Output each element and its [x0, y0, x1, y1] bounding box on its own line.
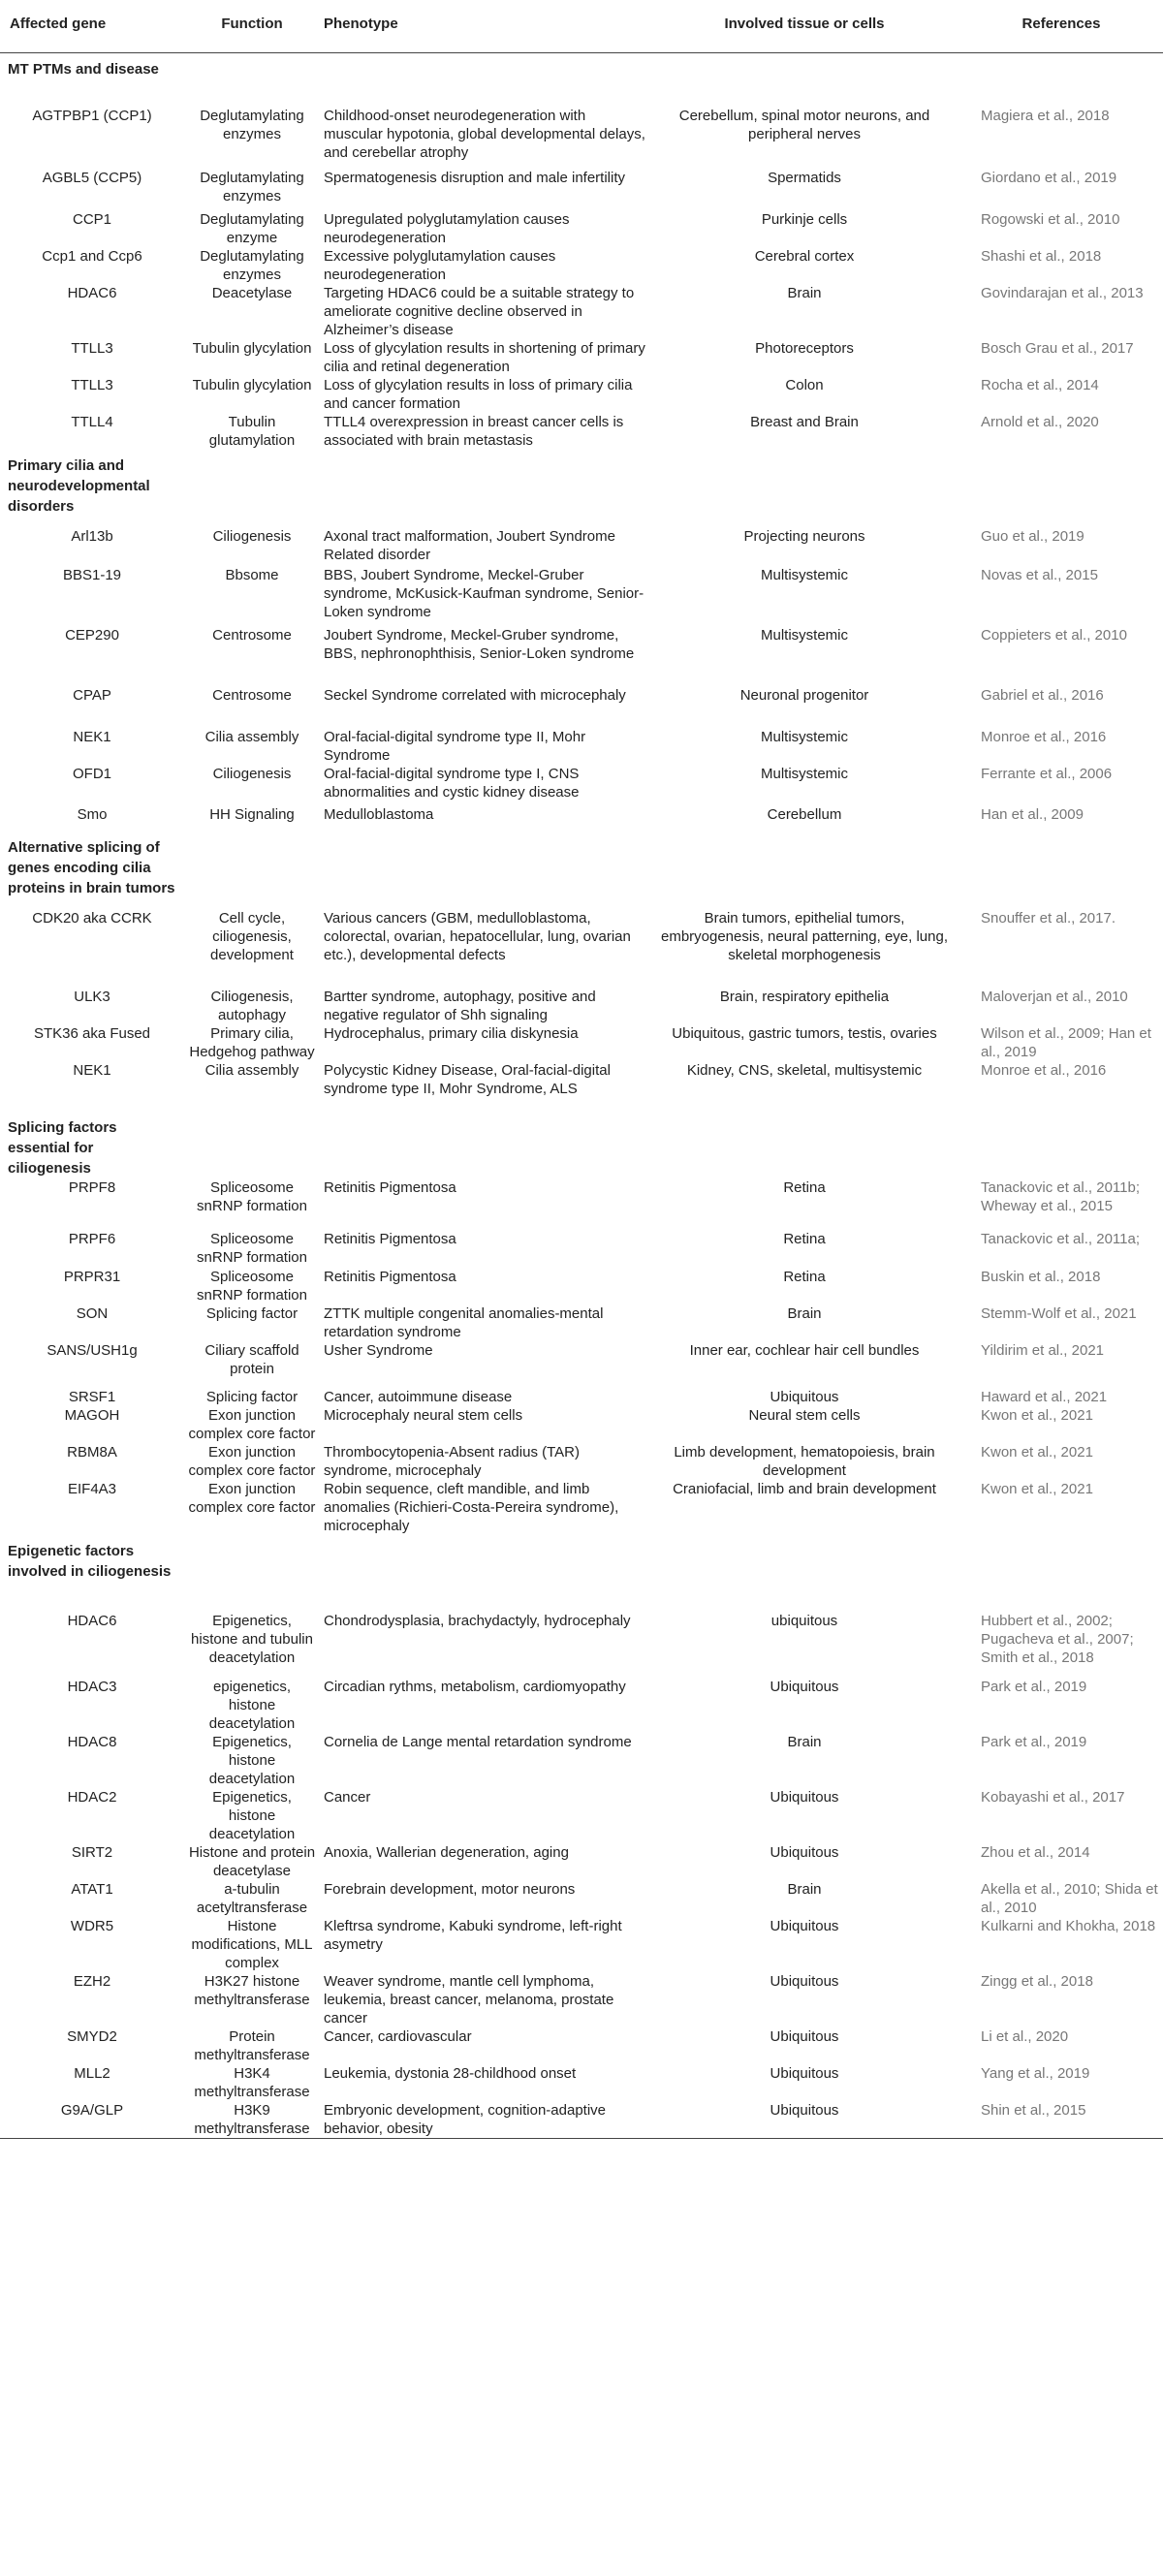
function-cell: Deglutamylating enzymes [200, 248, 304, 283]
section-header-row [0, 450, 1163, 527]
function-cell: Deglutamylating enzymes [200, 170, 304, 204]
gene-cell: HDAC6 [67, 285, 117, 301]
table-row [0, 1388, 1163, 1406]
references-cell: Maloverjan et al., 2010 [981, 989, 1128, 1005]
phenotype-cell: Spermatogenesis disruption and male infertility [324, 170, 625, 186]
references-cell: Kwon et al., 2021 [981, 1444, 1093, 1461]
gene-cell: CDK20 aka CCRK [32, 910, 152, 927]
phenotype-cell: Cancer, autoimmune disease [324, 1389, 513, 1405]
references-cell: Rocha et al., 2014 [981, 377, 1099, 393]
function-cell: Deglutamylating enzymes [200, 108, 304, 142]
references-cell: Zingg et al., 2018 [981, 1973, 1093, 1990]
references-cell: Monroe et al., 2016 [981, 1062, 1107, 1079]
references-cell: Tanackovic et al., 2011a; [981, 1231, 1140, 1247]
tissue-cell: Spermatids [768, 170, 841, 186]
function-cell: Spliceosome snRNP formation [197, 1269, 307, 1304]
gene-cell: MAGOH [64, 1407, 120, 1424]
gene-cell: CPAP [73, 687, 111, 704]
table-row [0, 284, 1163, 339]
function-cell: Tubulin glycylation [192, 377, 312, 393]
tissue-cell: Neuronal progenitor [739, 687, 869, 704]
function-cell: Centrosome [212, 627, 292, 644]
gene-cell: CCP1 [72, 211, 111, 228]
empty-cell [649, 450, 959, 527]
function-cell: Exon junction complex core factor [188, 1407, 316, 1442]
phenotype-cell: TTLL4 overexpression in breast cancer cells is associated with brain metastasis [324, 414, 624, 449]
section-header-row [0, 1535, 1163, 1612]
references-cell: Giordano et al., 2019 [981, 170, 1117, 186]
phenotype-cell: Loss of glycylation results in loss of primary cilia and cancer formation [324, 377, 633, 412]
function-cell: Centrosome [212, 687, 292, 704]
tissue-cell: Retina [783, 1231, 826, 1247]
tissue-cell: Ubiquitous [770, 2065, 839, 2082]
gene-cell: TTLL3 [71, 340, 113, 357]
phenotype-cell: Oral-facial-digital syndrome type I, CNS abnormalities and cystic kidney disease [324, 766, 580, 801]
table-row [0, 805, 1163, 832]
references-cell: Stemm-Wolf et al., 2021 [981, 1305, 1137, 1322]
function-cell: Tubulin glutamylation [208, 414, 296, 449]
tissue-cell: Limb development, hematopoiesis, brain development [674, 1444, 935, 1479]
table-row [0, 1678, 1163, 1733]
header-references: References [959, 0, 1163, 52]
phenotype-cell: ZTTK multiple congenital anomalies-mental retardation syndrome [324, 1305, 604, 1340]
section-title: Epigenetic factors involved in ciliogenesis [8, 1543, 172, 1580]
table-row [0, 566, 1163, 626]
tissue-cell: Brain [787, 1881, 822, 1898]
references-cell: Bosch Grau et al., 2017 [981, 340, 1134, 357]
table-row [0, 169, 1163, 210]
phenotype-cell: Joubert Syndrome, Meckel-Gruber syndrome, BBS, nephronophthisis, Senior-Loken syndrome [324, 627, 635, 662]
table-row [0, 2064, 1163, 2101]
tissue-cell: Retina [783, 1269, 826, 1285]
section-header-row [0, 52, 1163, 107]
table-row [0, 909, 1163, 988]
gene-cell: CEP290 [65, 627, 119, 644]
table-row [0, 2101, 1163, 2139]
gene-cell: SANS/USH1g [47, 1342, 138, 1359]
gene-cell: G9A/GLP [0, 2101, 184, 2139]
gene-cell: ULK3 [74, 989, 110, 1005]
gene-cell: EZH2 [73, 1973, 111, 1990]
function-cell: Cell cycle, ciliogenesis, development [210, 910, 294, 963]
section-header-row [0, 1112, 1163, 1178]
function-cell: Primary cilia, Hedgehog pathway [189, 1025, 315, 1060]
tissue-cell: Ubiquitous [649, 2101, 959, 2139]
table-row [0, 1406, 1163, 1443]
gene-cell: PRPR31 [63, 1269, 121, 1285]
empty-cell [959, 1535, 1163, 1612]
empty-cell [184, 1112, 320, 1178]
references-cell: Kwon et al., 2021 [981, 1407, 1093, 1424]
references-cell: Novas et al., 2015 [981, 567, 1098, 583]
function-cell: Epigenetics, histone and tubulin deacetylation [191, 1613, 313, 1666]
empty-cell [184, 832, 320, 909]
references-cell: Gabriel et al., 2016 [981, 687, 1104, 704]
empty-cell [649, 1112, 959, 1178]
phenotype-cell: Cornelia de Lange mental retardation syndrome [324, 1734, 632, 1750]
tissue-cell: Ubiquitous, gastric tumors, testis, ovaries [672, 1025, 937, 1042]
function-cell: Cilia assembly [204, 1062, 299, 1079]
table-row [0, 107, 1163, 169]
tissue-cell: Ubiquitous [770, 1973, 839, 1990]
table-row [0, 1178, 1163, 1230]
function-cell: Protein methyltransferase [194, 2028, 310, 2063]
phenotype-cell: Oral-facial-digital syndrome type II, Mohr Syndrome [324, 729, 586, 764]
table-row [0, 1304, 1163, 1341]
table-row [0, 1024, 1163, 1061]
tissue-cell: Ubiquitous [770, 1918, 839, 1934]
table-row [0, 1230, 1163, 1268]
references-cell: Kobayashi et al., 2017 [981, 1789, 1125, 1806]
header-phenotype: Phenotype [320, 0, 649, 52]
phenotype-cell: Retinitis Pigmentosa [324, 1269, 456, 1285]
references-cell: Coppieters et al., 2010 [981, 627, 1127, 644]
tissue-cell: Ubiquitous [770, 2028, 839, 2045]
table-row [0, 1733, 1163, 1788]
references-cell: Shin et al., 2015 [959, 2101, 1163, 2139]
gene-cell: HDAC8 [67, 1734, 117, 1750]
tissue-cell: Multisystemic [760, 729, 848, 745]
table-row [0, 210, 1163, 247]
tissue-cell: Multisystemic [760, 766, 848, 782]
table-row [0, 728, 1163, 765]
gene-cell: SMYD2 [67, 2028, 117, 2045]
function-cell: Tubulin glycylation [192, 340, 312, 357]
empty-cell [959, 1112, 1163, 1178]
table-row [0, 1917, 1163, 1972]
gene-cell: STK36 aka Fused [33, 1025, 151, 1042]
tissue-cell: Cerebral cortex [754, 248, 855, 265]
tissue-cell: Neural stem cells [748, 1407, 861, 1424]
tissue-cell: Multisystemic [760, 567, 848, 583]
section-title: Primary cilia and neurodevelopmental disorders [8, 457, 150, 515]
empty-cell [320, 1535, 649, 1612]
tissue-cell: Ubiquitous [770, 1679, 839, 1695]
phenotype-cell: Thrombocytopenia-Absent radius (TAR) syndrome, microcephaly [324, 1444, 580, 1479]
empty-cell [320, 1112, 649, 1178]
gene-cell: HDAC2 [67, 1789, 117, 1806]
table-row [0, 1341, 1163, 1388]
table-row [0, 1268, 1163, 1304]
references-cell: Magiera et al., 2018 [981, 108, 1110, 124]
references-cell: Shashi et al., 2018 [981, 248, 1102, 265]
tissue-cell: Colon [785, 377, 824, 393]
empty-cell [320, 52, 649, 107]
gene-cell: NEK1 [73, 729, 111, 745]
function-cell: Cilia assembly [204, 729, 299, 745]
tissue-cell: Ubiquitous [770, 1844, 839, 1861]
table-row [0, 1480, 1163, 1535]
gene-cell: Arl13b [71, 528, 113, 545]
tissue-cell: Cerebellum [767, 806, 842, 823]
tissue-cell: Retina [783, 1179, 826, 1196]
section-title: MT PTMs and disease [8, 60, 159, 78]
function-cell: Histone modifications, MLL complex [191, 1918, 313, 1971]
phenotype-cell: Kleftrsa syndrome, Kabuki syndrome, left-right asymetry [324, 1918, 622, 1953]
gene-cell: BBS1-19 [62, 567, 122, 583]
references-cell: Buskin et al., 2018 [981, 1269, 1101, 1285]
gene-cell: AGBL5 (CCP5) [42, 170, 142, 186]
references-cell: Tanackovic et al., 2011b; Wheway et al., 2015 [981, 1179, 1140, 1214]
table-row [0, 626, 1163, 686]
table-row [0, 527, 1163, 566]
phenotype-cell: Targeting HDAC6 could be a suitable strategy to ameliorate cognitive decline observed in Alzheimer’s disease [324, 285, 635, 338]
gene-cell: SON [76, 1305, 109, 1322]
tissue-cell: Brain [787, 285, 822, 301]
tissue-cell: Projecting neurons [743, 528, 865, 545]
gene-cell: Ccp1 and Ccp6 [42, 248, 142, 265]
function-cell: epigenetics, histone deacetylation [208, 1679, 296, 1732]
references-cell: Akella et al., 2010; Shida et al., 2010 [981, 1881, 1158, 1916]
references-cell: Kulkarni and Khokha, 2018 [981, 1918, 1156, 1934]
section-header-row [0, 832, 1163, 909]
phenotype-cell: Robin sequence, cleft mandible, and limb anomalies (Richieri-Costa-Pereira syndrome), microcephaly [324, 1481, 619, 1534]
references-cell: Yildirim et al., 2021 [981, 1342, 1105, 1359]
tissue-cell: ubiquitous [770, 1613, 838, 1629]
table-row [0, 686, 1163, 728]
function-cell: a-tubulin acetyltransferase [196, 1881, 308, 1916]
function-cell: Ciliary scaffold protein [204, 1342, 299, 1377]
tissue-cell: Cerebellum, spinal motor neurons, and peripheral nerves [678, 108, 930, 142]
table-row [0, 1972, 1163, 2027]
function-cell: Histone and protein deacetylase [188, 1844, 316, 1879]
tissue-cell: Brain tumors, epithelial tumors, embryogenesis, neural patterning, eye, lung, skeletal morphogenesis [660, 910, 948, 963]
function-cell: Deacetylase [211, 285, 293, 301]
tissue-cell: Breast and Brain [750, 414, 859, 430]
references-cell: Li et al., 2020 [981, 2028, 1069, 2045]
function-cell: Exon junction complex core factor [188, 1444, 316, 1479]
function-cell: Ciliogenesis, autophagy [210, 989, 294, 1023]
table-header-row [0, 0, 1163, 52]
phenotype-cell: Childhood-onset neurodegeneration with muscular hypotonia, global developmental delays, and cerebellar atrophy [324, 108, 645, 161]
phenotype-cell: BBS, Joubert Syndrome, Meckel-Gruber syndrome, McKusick-Kaufman syndrome, Senior-Loken syndrome [324, 567, 644, 620]
gene-cell: TTLL3 [71, 377, 113, 393]
section-title: Splicing factors essential for ciliogenesis [8, 1119, 117, 1177]
empty-cell [959, 450, 1163, 527]
phenotype-cell: Bartter syndrome, autophagy, positive and negative regulator of Shh signaling [324, 989, 596, 1023]
phenotype-cell: Anoxia, Wallerian degeneration, aging [324, 1844, 569, 1861]
references-cell: Yang et al., 2019 [981, 2065, 1090, 2082]
table-row [0, 1443, 1163, 1480]
function-cell: H3K4 methyltransferase [194, 2065, 310, 2100]
function-cell: Ciliogenesis [212, 766, 292, 782]
phenotype-cell: Cancer [324, 1789, 371, 1806]
gene-cell: AGTPBP1 (CCP1) [32, 108, 152, 124]
references-cell: Zhou et al., 2014 [981, 1844, 1090, 1861]
function-cell: HH Signaling [209, 806, 295, 823]
gene-cell: SRSF1 [68, 1389, 116, 1405]
references-cell: Guo et al., 2019 [981, 528, 1084, 545]
header-affected-gene: Affected gene [0, 0, 184, 52]
empty-cell [184, 52, 320, 107]
empty-cell [320, 450, 649, 527]
gene-cell: SIRT2 [71, 1844, 113, 1861]
empty-cell [649, 52, 959, 107]
tissue-cell: Brain [787, 1305, 822, 1322]
tissue-cell: Inner ear, cochlear hair cell bundles [689, 1342, 920, 1359]
table-row [0, 1061, 1163, 1112]
phenotype-cell: Polycystic Kidney Disease, Oral-facial-digital syndrome type II, Mohr Syndrome, ALS [324, 1062, 611, 1097]
table-row [0, 1612, 1163, 1678]
gene-cell: TTLL4 [71, 414, 113, 430]
phenotype-cell: Usher Syndrome [324, 1342, 433, 1359]
phenotype-cell: Circadian rythms, metabolism, cardiomyopathy [324, 1679, 626, 1695]
table-row [0, 2027, 1163, 2064]
references-cell: Rogowski et al., 2010 [981, 211, 1120, 228]
phenotype-cell: Chondrodysplasia, brachydactyly, hydrocephaly [324, 1613, 631, 1629]
gene-cell: MLL2 [74, 2065, 110, 2082]
gene-cell: OFD1 [72, 766, 111, 782]
tissue-cell: Ubiquitous [770, 1789, 839, 1806]
function-cell: Epigenetics, histone deacetylation [208, 1734, 296, 1787]
phenotype-cell: Retinitis Pigmentosa [324, 1179, 456, 1196]
phenotype-cell: Cancer, cardiovascular [324, 2028, 472, 2045]
phenotype-cell: Upregulated polyglutamylation causes neurodegeneration [324, 211, 570, 246]
references-cell: Snouffer et al., 2017. [981, 910, 1116, 927]
tissue-cell: Brain, respiratory epithelia [719, 989, 890, 1005]
table-row [0, 376, 1163, 413]
function-cell: H3K9 methyltransferase [184, 2101, 320, 2139]
function-cell: Deglutamylating enzyme [200, 211, 304, 246]
function-cell: Bbsome [225, 567, 279, 583]
phenotype-cell: Seckel Syndrome correlated with microcephaly [324, 687, 626, 704]
table-body [0, 52, 1163, 2139]
empty-cell [649, 832, 959, 909]
references-cell: Park et al., 2019 [981, 1734, 1087, 1750]
references-cell: Govindarajan et al., 2013 [981, 285, 1144, 301]
phenotype-cell: Forebrain development, motor neurons [324, 1881, 576, 1898]
tissue-cell: Ubiquitous [770, 1389, 839, 1405]
empty-cell [649, 1535, 959, 1612]
table-row [0, 1880, 1163, 1917]
header-function: Function [184, 0, 320, 52]
table-row [0, 339, 1163, 376]
references-cell: Kwon et al., 2021 [981, 1481, 1093, 1497]
tissue-cell: Multisystemic [760, 627, 848, 644]
references-cell: Monroe et al., 2016 [981, 729, 1107, 745]
tissue-cell: Brain [787, 1734, 822, 1750]
references-cell: Han et al., 2009 [981, 806, 1084, 823]
phenotype-cell: Hydrocephalus, primary cilia diskynesia [324, 1025, 579, 1042]
references-cell: Wilson et al., 2009; Han et al., 2019 [981, 1025, 1151, 1060]
gene-cell: PRPF6 [68, 1231, 116, 1247]
references-cell: Hubbert et al., 2002; Pugacheva et al., 2007; Smith et al., 2018 [981, 1613, 1134, 1666]
table-row [0, 1843, 1163, 1880]
references-cell: Arnold et al., 2020 [981, 414, 1099, 430]
phenotype-cell: Axonal tract malformation, Joubert Syndrome Related disorder [324, 528, 615, 563]
function-cell: Splicing factor [205, 1389, 299, 1405]
empty-cell [959, 832, 1163, 909]
phenotype-cell: Loss of glycylation results in shortening of primary cilia and retinal degeneration [324, 340, 645, 375]
empty-cell [959, 52, 1163, 107]
phenotype-cell: Embryonic development, cognition-adaptive behavior, obesity [320, 2101, 649, 2139]
phenotype-cell: Weaver syndrome, mantle cell lymphoma, leukemia, breast cancer, melanoma, prostate cancer [324, 1973, 614, 2026]
phenotype-cell: Retinitis Pigmentosa [324, 1231, 456, 1247]
section-title: Alternative splicing of genes encoding cilia proteins in brain tumors [8, 839, 175, 896]
function-cell: Spliceosome snRNP formation [197, 1179, 307, 1214]
function-cell: Spliceosome snRNP formation [197, 1231, 307, 1266]
gene-cell: EIF4A3 [67, 1481, 117, 1497]
gene-cell: HDAC6 [67, 1613, 117, 1629]
gene-cell: HDAC3 [67, 1679, 117, 1695]
function-cell: Epigenetics, histone deacetylation [208, 1789, 296, 1842]
gene-cell: ATAT1 [71, 1881, 113, 1898]
phenotype-cell: Leukemia, dystonia 28-childhood onset [324, 2065, 577, 2082]
references-cell: Haward et al., 2021 [981, 1389, 1108, 1405]
gene-cell: PRPF8 [68, 1179, 116, 1196]
gene-cell: NEK1 [73, 1062, 111, 1079]
header-involved-tissue: Involved tissue or cells [649, 0, 959, 52]
gene-cell: WDR5 [70, 1918, 114, 1934]
references-cell: Park et al., 2019 [981, 1679, 1087, 1695]
tissue-cell: Kidney, CNS, skeletal, multisystemic [686, 1062, 923, 1079]
table-row [0, 988, 1163, 1024]
phenotype-cell: Medulloblastoma [324, 806, 434, 823]
phenotype-cell: Microcephaly neural stem cells [324, 1407, 523, 1424]
table-row [0, 1788, 1163, 1843]
references-cell: Ferrante et al., 2006 [981, 766, 1113, 782]
empty-cell [184, 450, 320, 527]
gene-cell: RBM8A [67, 1444, 117, 1461]
empty-cell [184, 1535, 320, 1612]
table-row [0, 765, 1163, 805]
table-row [0, 247, 1163, 284]
tissue-cell: Photoreceptors [755, 340, 854, 357]
phenotype-cell: Excessive polyglutamylation causes neurodegeneration [324, 248, 556, 283]
gene-cell: Smo [77, 806, 108, 823]
function-cell: H3K27 histone methyltransferase [194, 1973, 310, 2008]
phenotype-cell: Various cancers (GBM, medulloblastoma, colorectal, ovarian, hepatocellular, lung, ovarian etc.), developmental defects [324, 910, 631, 963]
function-cell: Ciliogenesis [212, 528, 292, 545]
tissue-cell: Craniofacial, limb and brain development [673, 1481, 936, 1497]
function-cell: Splicing factor [205, 1305, 299, 1322]
empty-cell [320, 832, 649, 909]
function-cell: Exon junction complex core factor [188, 1481, 316, 1516]
table-row [0, 413, 1163, 450]
tissue-cell: Purkinje cells [761, 211, 848, 228]
